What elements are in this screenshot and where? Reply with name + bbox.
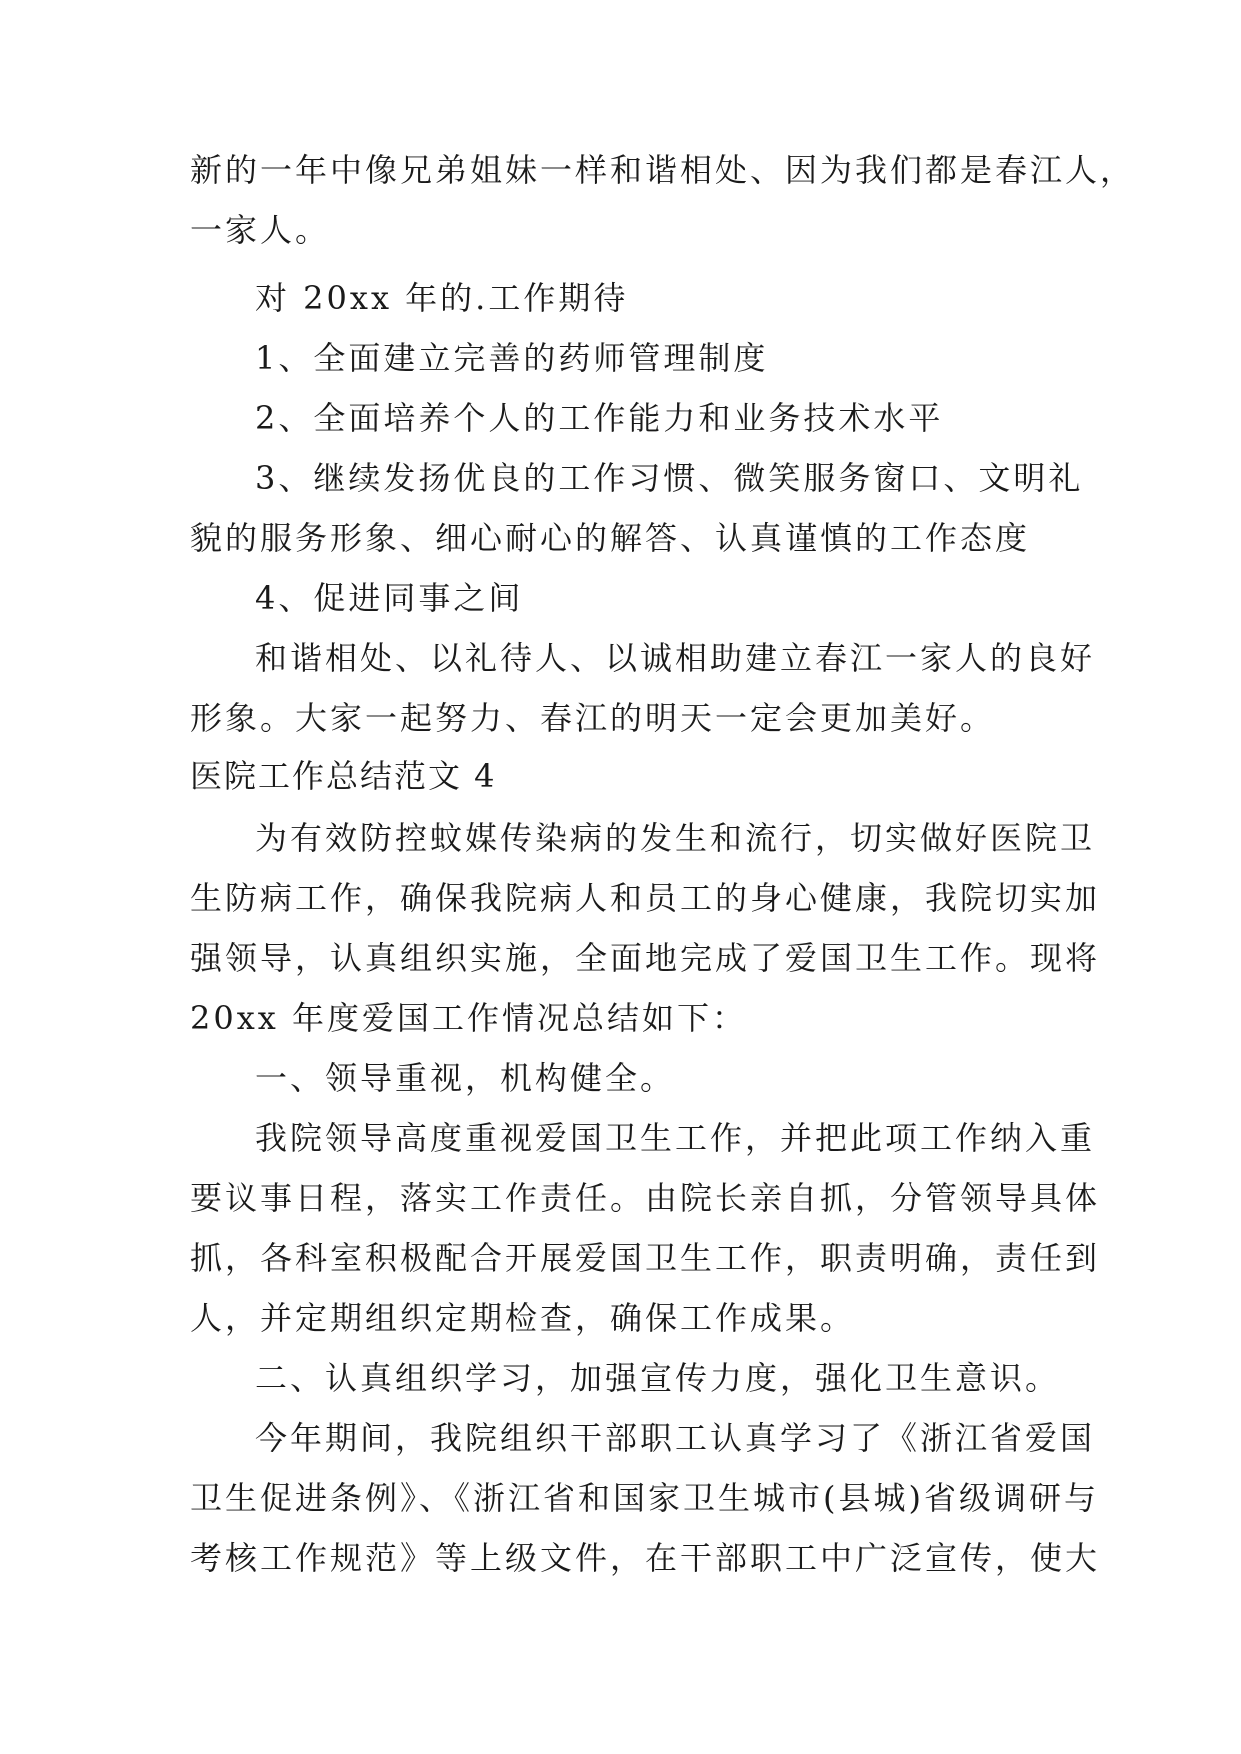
paragraph-line: 抓，各科室积极配合开展爱国卫生工作，职责明确，责任到 — [190, 1239, 1101, 1277]
paragraph-line: 考核工作规范》等上级文件，在干部职工中广泛宣传，使大 — [190, 1539, 1101, 1577]
section-subheading: 对 20xx 年的.工作期待 — [255, 279, 629, 317]
paragraph-line: 强领导，认真组织实施，全面地完成了爱国卫生工作。现将 — [190, 939, 1101, 977]
paragraph-line: 形象。大家一起努力、春江的明天一定会更加美好。 — [190, 699, 996, 737]
paragraph-line: 和谐相处、以礼待人、以诚相助建立春江一家人的良好 — [255, 639, 1096, 677]
paragraph-line: 貌的服务形象、细心耐心的解答、认真谨慎的工作态度 — [190, 519, 1031, 557]
paragraph-line: 为有效防控蚊媒传染病的发生和流行，切实做好医院卫 — [255, 819, 1096, 857]
paragraph-line: 今年期间，我院组织干部职工认真学习了《浙江省爱国 — [255, 1419, 1096, 1457]
list-item: 1、全面建立完善的药师管理制度 — [255, 339, 769, 377]
paragraph-line: 20xx 年度爱国工作情况总结如下： — [190, 999, 747, 1037]
paragraph-line: 卫生促进条例》、《浙江省和国家卫生城市(县城)省级调研与 — [190, 1479, 1099, 1517]
paragraph-line: 要议事日程，落实工作责任。由院长亲自抓，分管领导具体 — [190, 1179, 1101, 1217]
section-subheading: 二、认真组织学习，加强宣传力度，强化卫生意识。 — [255, 1359, 1061, 1397]
list-item: 2、全面培养个人的工作能力和业务技术水平 — [255, 399, 944, 437]
paragraph-line: 新的一年中像兄弟姐妹一样和谐相处、因为我们都是春江人， — [190, 151, 1136, 189]
paragraph-line: 生防病工作，确保我院病人和员工的身心健康，我院切实加 — [190, 879, 1101, 917]
list-item: 3、继续发扬优良的工作习惯、微笑服务窗口、文明礼 — [255, 459, 1084, 497]
section-heading: 医院工作总结范文 4 — [190, 757, 497, 795]
paragraph-line: 我院领导高度重视爱国卫生工作，并把此项工作纳入重 — [255, 1119, 1096, 1157]
section-subheading: 一、领导重视，机构健全。 — [255, 1059, 676, 1097]
paragraph-line: 一家人。 — [190, 211, 331, 249]
list-item: 4、促进同事之间 — [255, 579, 524, 617]
paragraph-line: 人，并定期组织定期检查，确保工作成果。 — [190, 1299, 856, 1337]
